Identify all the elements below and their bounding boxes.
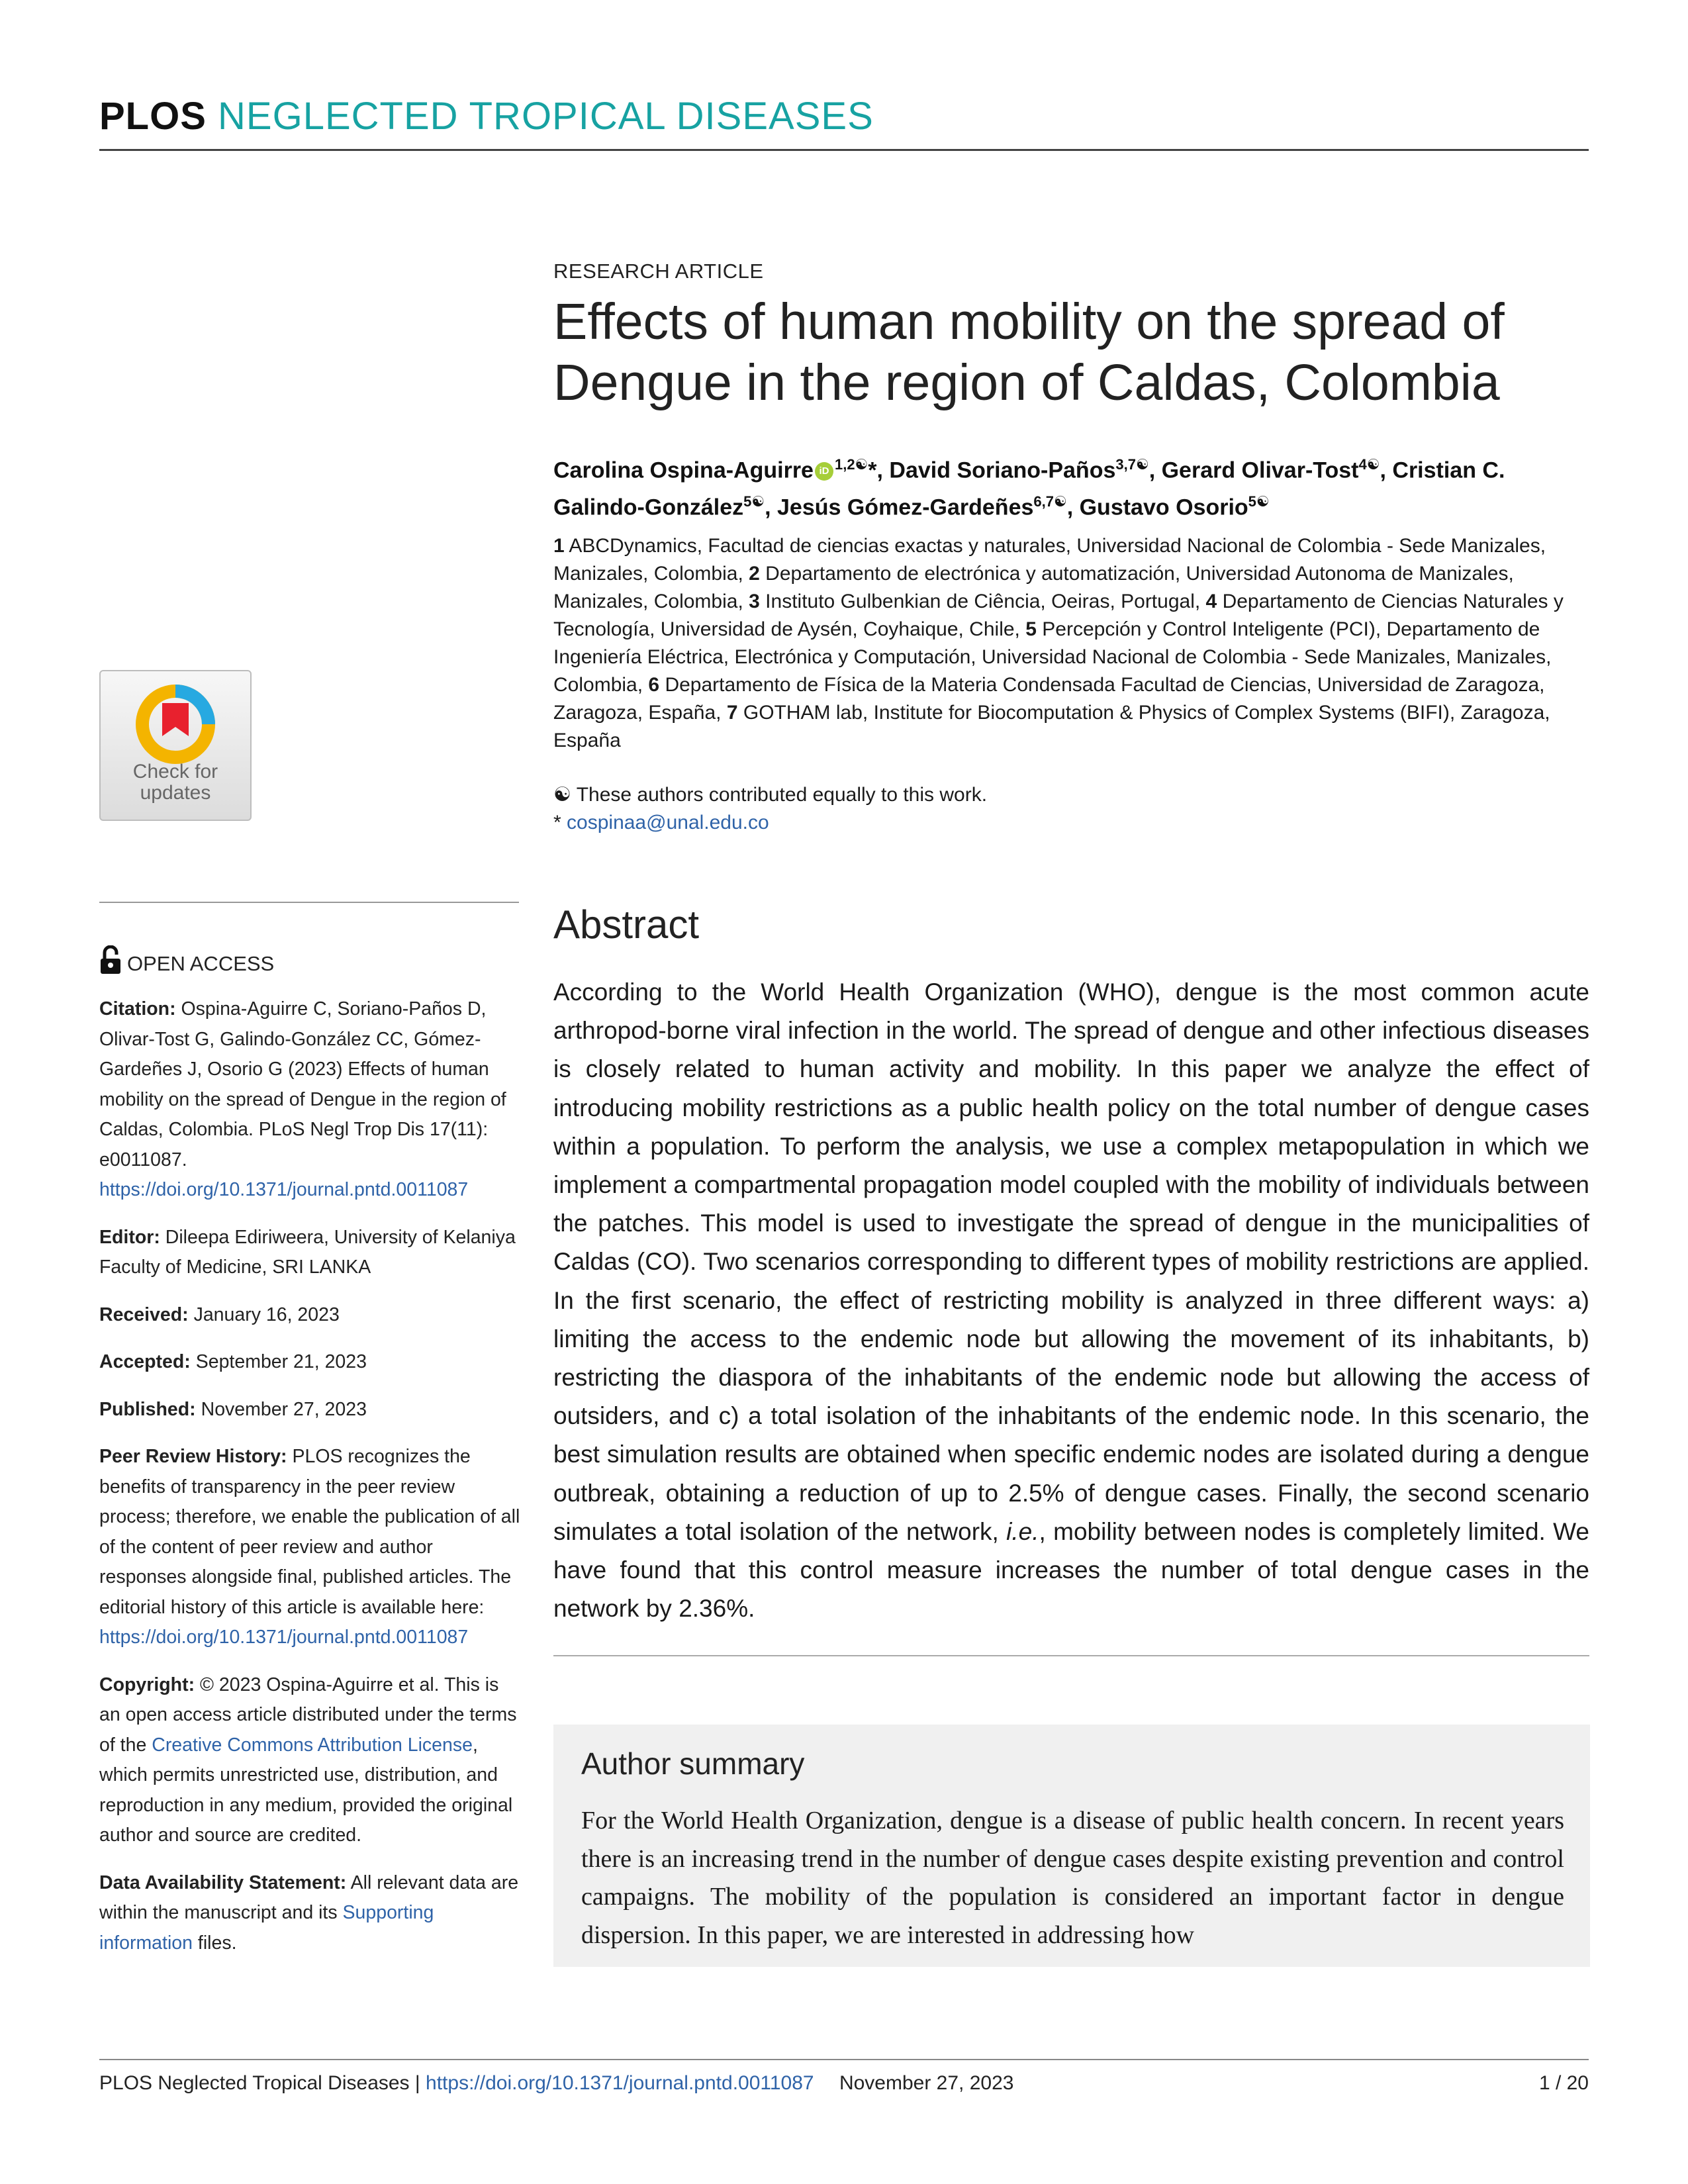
journal-name: NEGLECTED TROPICAL DISEASES <box>218 95 874 138</box>
peer-review-label: Peer Review History: <box>99 1446 287 1467</box>
abstract-divider <box>553 1655 1589 1656</box>
abstract-text: According to the World Health Organization (WHO), dengue is the most common acute arthropod-borne viral infection in the world. The spread of dengue and other infectious diseases is closely related to human activity and mobility. In this paper we analyze the effect of introducing mobility restrictions as a public health policy on the total number of dengue cases within a population. To perform the analysis, we use a complex metapopulation in which we implement a compartmental propagation model coupled with the mobility of individuals between the patches. This model is used to investigate the spread of dengue in the municipalities of Caldas (CO). Two scenarios corresponding to different types of mobility restrictions are applied. In the first scenario, the effect of restricting mobility is analyzed in three different ways: a) limiting the access to the endemic node but allowing the movement of its inhabitants, b) restricting the diaspora of the inhabitants of the endemic node but allowing the access of outsiders, and c) a total isolation of the inhabitants of the endemic node. In this scenario, the best simulation results are obtained when specific endemic nodes are isolated during a dengue outbreak, obtaining a reduction of up to 2.5% of dengue cases. Finally, the second scenario simulates a total isolation of the network, <box>553 978 1589 1545</box>
published-label: Published: <box>99 1398 196 1420</box>
affiliation-number: 1 <box>553 535 565 557</box>
copyright <box>99 1670 523 1851</box>
affiliation-text: Percepción y Control Inteligente (PCI), Departamento de Ingeniería Eléctrica, Electrónica y Computación, Universidad Nacional de Colombia - Sede Manizales, Manizales, Colombia, <box>553 618 1552 696</box>
equal-contribution-icon: ☯ <box>553 784 571 806</box>
peer-review-link[interactable]: https://doi.org/10.1371/journal.pntd.0011087 <box>99 1627 469 1648</box>
author-affiliation-marks: 1,2☯ <box>834 456 868 473</box>
peer-review-history <box>99 1442 523 1653</box>
article-title: Effects of human mobility on the spread of Dengue in the region of Caldas, Colombia <box>553 293 1505 411</box>
footer-divider <box>99 2059 1589 2060</box>
author-summary-heading: Author summary <box>581 1746 805 1781</box>
author-affiliation-marks: 5☯ <box>743 493 765 510</box>
author-affiliation-marks: 6,7☯ <box>1033 493 1067 510</box>
published-date <box>99 1395 523 1425</box>
crossmark-icon <box>134 683 216 765</box>
editor-text: Dileepa Ediriweera, University of Kelaniya Faculty of Medicine, SRI LANKA <box>99 1226 516 1278</box>
affiliation-number: 4 <box>1205 591 1217 612</box>
author-name: Cristian C. Galindo-González <box>553 457 1505 520</box>
accepted-label: Accepted: <box>99 1351 191 1372</box>
accepted-date <box>99 1347 523 1378</box>
affiliation-text: Departamento de Ciencias Naturales y Tecnología, Universidad de Aysén, Coyhaique, Chile, <box>553 591 1564 640</box>
journal-header <box>99 94 874 138</box>
correspondence-note <box>553 809 769 837</box>
left-column-divider <box>99 902 519 903</box>
affiliation-number: 7 <box>726 702 738 724</box>
author-summary-box <box>553 1725 1590 1967</box>
author-name: Jesús Gómez-Gardeñes <box>777 495 1034 520</box>
author-affiliation-marks: 4☯ <box>1358 456 1380 473</box>
open-lock-icon <box>99 945 122 974</box>
affiliation-number: 5 <box>1025 618 1037 640</box>
copyright-text: © 2023 Ospina-Aguirre et al. This is an open access article distributed under the terms of the <box>99 1674 517 1756</box>
badge-line-1: Check for <box>132 761 218 783</box>
received-text: January 16, 2023 <box>193 1304 340 1325</box>
equal-contribution-note <box>553 781 987 809</box>
header-divider <box>99 149 1589 151</box>
supporting-information-link[interactable]: Supporting information <box>99 1902 434 1954</box>
author-affiliation-marks: 5☯ <box>1248 493 1270 510</box>
affiliations <box>553 532 1599 755</box>
journal-brand: PLOS <box>99 95 207 138</box>
citation-label: Citation: <box>99 998 176 1020</box>
open-access-text: OPEN ACCESS <box>127 952 275 975</box>
badge-line-2: updates <box>140 782 211 804</box>
author-name: Carolina Ospina-Aguirre <box>553 457 814 483</box>
footer-journal: PLOS Neglected Tropical Diseases | <box>99 2072 420 2094</box>
license-link[interactable]: Creative Commons Attribution License <box>152 1734 473 1756</box>
equal-contribution-text: These authors contributed equally to this work. <box>576 784 988 806</box>
received-label: Received: <box>99 1304 189 1325</box>
corresponding-mark: * <box>868 457 877 483</box>
correspondence-email-link[interactable]: cospinaa@unal.edu.co <box>567 812 769 833</box>
abstract-ie: i.e. <box>1006 1517 1039 1545</box>
orcid-icon[interactable]: iD <box>815 462 833 481</box>
correspondence-star: * <box>553 812 561 833</box>
open-access-label <box>99 945 274 976</box>
article-type: RESEARCH ARTICLE <box>553 260 764 283</box>
data-availability-label: Data Availability Statement: <box>99 1872 347 1893</box>
citation <box>99 994 523 1206</box>
editor <box>99 1223 523 1283</box>
affiliation-text: ABCDynamics, Facultad de ciencias exactas y naturales, Universidad Nacional de Colombia - Sede Manizales, Manizales, Colombia, <box>553 535 1546 585</box>
accepted-text: September 21, 2023 <box>195 1351 367 1372</box>
affiliation-text: GOTHAM lab, Institute for Biocomputation & Physics of Complex Systems (BIFI), Zaragoza, España <box>553 702 1550 751</box>
affiliation-number: 2 <box>749 563 760 585</box>
author-summary-body: For the World Health Organization, dengue is a disease of public health concern. In recent years there is an increasing trend in the number of dengue cases despite existing prevention and control campaigns. The mobility of the population is considered an important factor in dengue dispersion. In this paper, we are interested in addressing how <box>581 1807 1564 1949</box>
page-number: 1 / 20 <box>1538 2072 1589 2094</box>
copyright-text-end: , which permits unrestricted use, distribution, and reproduction in any medium, provided the original author and source are credited. <box>99 1734 513 1846</box>
check-for-updates-badge[interactable] <box>99 670 252 821</box>
article-metadata <box>99 994 523 1975</box>
author-name: David Soriano-Paños <box>889 457 1116 483</box>
affiliation-number: 3 <box>749 591 760 612</box>
copyright-label: Copyright: <box>99 1674 195 1695</box>
author-affiliation-marks: 3,7☯ <box>1115 456 1149 473</box>
editor-label: Editor: <box>99 1226 160 1248</box>
citation-text: Ospina-Aguirre C, Soriano-Paños D, Olivar-Tost G, Galindo-González CC, Gómez-Gardeñes J, Osorio G (2023) Effects of human mobility on the spread of Dengue in the region of Caldas, Colombia. PLoS Negl Trop Dis 17(11): e0011087. <box>99 998 506 1170</box>
check-for-updates-label <box>101 761 250 804</box>
citation-doi-link[interactable]: https://doi.org/10.1371/journal.pntd.0011087 <box>99 1179 469 1200</box>
affiliation-number: 6 <box>648 674 660 696</box>
received-date <box>99 1300 523 1331</box>
data-availability-text-end: files. <box>197 1932 237 1954</box>
published-text: November 27, 2023 <box>201 1398 367 1420</box>
author-list: Carolina Ospina-Aguirre iD $^{1,2☯}$*, David Soriano-Paños$^{3,7☯}$, Gerard Olivar-Tost$^{4☯}$, Cristian C. Galindo-González$^{5☯}$, Jesús Gómez-Gardeñes$^{6,7☯}$, Gustavo Osorio$^{5☯}$ <box>553 456 1505 520</box>
peer-review-text: PLOS recognizes the benefits of transparency in the peer review process; therefore, we enable the publication of all of the content of peer review and author responses alongside final, published articles. The editorial history of this article is available here: <box>99 1446 520 1618</box>
affiliation-text: Departamento de Física de la Materia Condensada Facultad de Ciencias, Universidad de Zaragoza, Zaragoza, España, <box>553 674 1545 724</box>
footer-doi-link[interactable]: https://doi.org/10.1371/journal.pntd.0011087 <box>426 2072 814 2094</box>
author-name: Gustavo Osorio <box>1079 495 1248 520</box>
affiliation-text: Departamento de electrónica y automatización, Universidad Autonoma de Manizales, Manizales, Colombia, <box>553 563 1514 612</box>
footer-date: November 27, 2023 <box>839 2072 1014 2094</box>
data-availability-text: All relevant data are within the manuscript and its <box>99 1872 519 1923</box>
page-footer <box>99 2072 1589 2095</box>
data-availability <box>99 1868 523 1959</box>
abstract-text-end: , mobility between nodes is completely limited. We have found that this control measure increases the number of total dengue cases in the network by 2.36%. <box>553 1517 1589 1623</box>
affiliation-text: Instituto Gulbenkian de Ciência, Oeiras, Portugal, <box>765 591 1201 612</box>
abstract-body <box>553 973 1589 1628</box>
author-name: Gerard Olivar-Tost <box>1161 457 1359 483</box>
abstract-heading: Abstract <box>553 902 700 947</box>
